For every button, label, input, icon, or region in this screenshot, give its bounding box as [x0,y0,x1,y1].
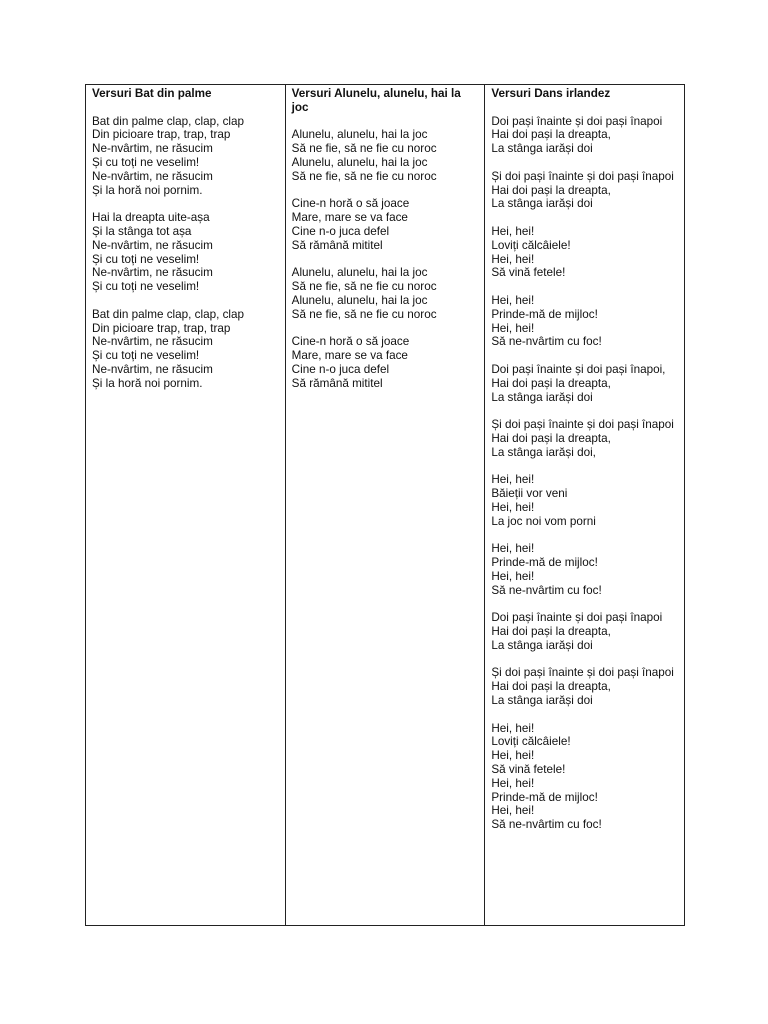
song-title: Versuri Dans irlandez [491,87,611,100]
lyric-line: Alunelu, alunelu, hai la joc [291,155,428,169]
lyric-line: Să rămână mititel [291,238,383,252]
lyric-line: La stânga iarăși doi [491,694,593,708]
stanza [491,666,678,707]
lyric-line: Cine n-o juca defel [291,362,390,376]
lyric-line: Și doi pași înainte și doi pași înapoi [491,666,674,680]
lyric-line: Bat din palme clap, clap, clap [92,114,245,128]
song-column [86,85,286,926]
lyric-line: Hei, hei! [491,293,535,307]
lyric-line: La joc noi vom porni [491,514,596,528]
stanza [92,115,279,198]
lyric-line: Doi pași înainte și doi pași înapoi, [491,362,666,376]
lyric-line: Hei, hei! [491,542,535,556]
lyric-line: La stânga iarăși doi [491,390,593,404]
lyric-line: Hei, hei! [491,252,535,266]
lyric-line: Prinde-mă de mijloc! [491,307,598,321]
lyric-line: Hei, hei! [491,500,535,514]
lyric-line: Și la horă noi pornim. [92,376,203,390]
lyric-line: Prinde-mă de mijloc! [491,790,598,804]
song-title: Versuri Alunelu, alunelu, hai la joc [291,87,461,114]
lyric-line: Să rămână mititel [291,376,383,390]
stanza [491,542,678,597]
lyric-line: Hei, hei! [491,224,535,238]
lyric-line: La stânga iarăși doi, [491,445,596,459]
lyric-line: Hai la dreapta uite-așa [92,211,210,225]
lyric-line: Ne-nvârtim, ne răsucim [92,266,213,280]
lyric-line: Hai doi pași la dreapta, [491,128,611,142]
lyric-line: Din picioare trap, trap, trap [92,321,231,335]
stanza [292,128,479,183]
lyric-line: Alunelu, alunelu, hai la joc [291,128,428,142]
stanza [292,335,479,390]
lyric-line: Să ne-nvârtim cu foc! [491,818,602,832]
lyric-line: Prinde-mă de mijloc! [491,556,598,570]
stanza [491,418,678,459]
stanza [491,473,678,528]
lyric-line: Doi pași înainte și doi pași înapoi [491,611,663,625]
lyric-line: Și cu toți ne veselim! [92,280,200,294]
lyric-line: Să ne-nvârtim cu foc! [491,583,602,597]
lyric-line: Să ne fie, să ne fie cu noroc [291,169,437,183]
lyric-line: Băieții vor veni [491,487,568,501]
lyric-line: Hei, hei! [491,749,535,763]
lyric-line: Să ne-nvârtim cu foc! [491,335,602,349]
lyric-line: Din picioare trap, trap, trap [92,128,231,142]
lyric-line: Hei, hei! [491,473,535,487]
stanza [491,363,678,404]
lyrics-table [85,84,685,926]
stanza [491,294,678,349]
lyric-line: Și doi pași înainte și doi pași înapoi [491,169,674,183]
lyric-line: Hai doi pași la dreapta, [491,431,611,445]
lyric-line: Să ne fie, să ne fie cu noroc [291,307,437,321]
lyric-line: Și la stânga tot așa [92,224,192,238]
lyric-line: Doi pași înainte și doi pași înapoi [491,114,663,128]
lyric-line: Hai doi pași la dreapta, [491,625,611,639]
lyrics-row [86,85,685,926]
lyric-line: Și doi pași înainte și doi pași înapoi [491,418,674,432]
lyric-line: Să vină fetele! [491,266,566,280]
lyric-line: Ne-nvârtim, ne răsucim [92,142,213,156]
stanza [491,170,678,211]
lyric-line: Hei, hei! [491,776,535,790]
lyric-line: Cine-n horă o să joace [291,197,410,211]
lyric-line: Ne-nvârtim, ne răsucim [92,169,213,183]
lyric-line: La stânga iarăși doi [491,638,593,652]
lyric-line: Să ne fie, să ne fie cu noroc [291,280,437,294]
stanza [491,722,678,832]
lyric-line: Să ne fie, să ne fie cu noroc [291,142,437,156]
lyric-line: Cine-n horă o să joace [291,335,410,349]
lyric-line: Hai doi pași la dreapta, [491,183,611,197]
lyric-line: Loviți călcâiele! [491,735,571,749]
lyric-line: Hei, hei! [491,804,535,818]
lyric-line: Hei, hei! [491,721,535,735]
lyric-line: La stânga iarăși doi [491,142,593,156]
stanza [491,611,678,652]
stanza [92,308,279,391]
song-title: Versuri Bat din palme [92,87,212,100]
lyric-line: Ne-nvârtim, ne răsucim [92,238,213,252]
stanza [491,225,678,280]
stanza [491,115,678,156]
lyric-line: Și cu toți ne veselim! [92,349,200,363]
lyric-line: La stânga iarăși doi [491,197,593,211]
lyric-line: Hei, hei! [491,569,535,583]
song-column [285,85,485,926]
lyric-line: Hei, hei! [491,321,535,335]
lyric-line: Și cu toți ne veselim! [92,155,200,169]
lyric-line: Hai doi pași la dreapta, [491,376,611,390]
lyric-line: Și cu toți ne veselim! [92,252,200,266]
lyric-line: Ne-nvârtim, ne răsucim [92,362,213,376]
lyric-line: Bat din palme clap, clap, clap [92,307,245,321]
lyric-line: Alunelu, alunelu, hai la joc [291,293,428,307]
lyric-line: Hai doi pași la dreapta, [491,680,611,694]
lyric-line: Și la horă noi pornim. [92,183,203,197]
song-column [485,85,685,926]
lyric-line: Loviți călcâiele! [491,238,571,252]
lyric-line: Cine n-o juca defel [291,224,390,238]
lyric-line: Mare, mare se va face [291,211,408,225]
lyric-line: Ne-nvârtim, ne răsucim [92,335,213,349]
stanza [292,197,479,252]
lyric-line: Mare, mare se va face [291,349,408,363]
stanza [92,211,279,294]
lyric-line: Alunelu, alunelu, hai la joc [291,266,428,280]
lyric-line: Să vină fetele! [491,763,566,777]
stanza [292,266,479,321]
